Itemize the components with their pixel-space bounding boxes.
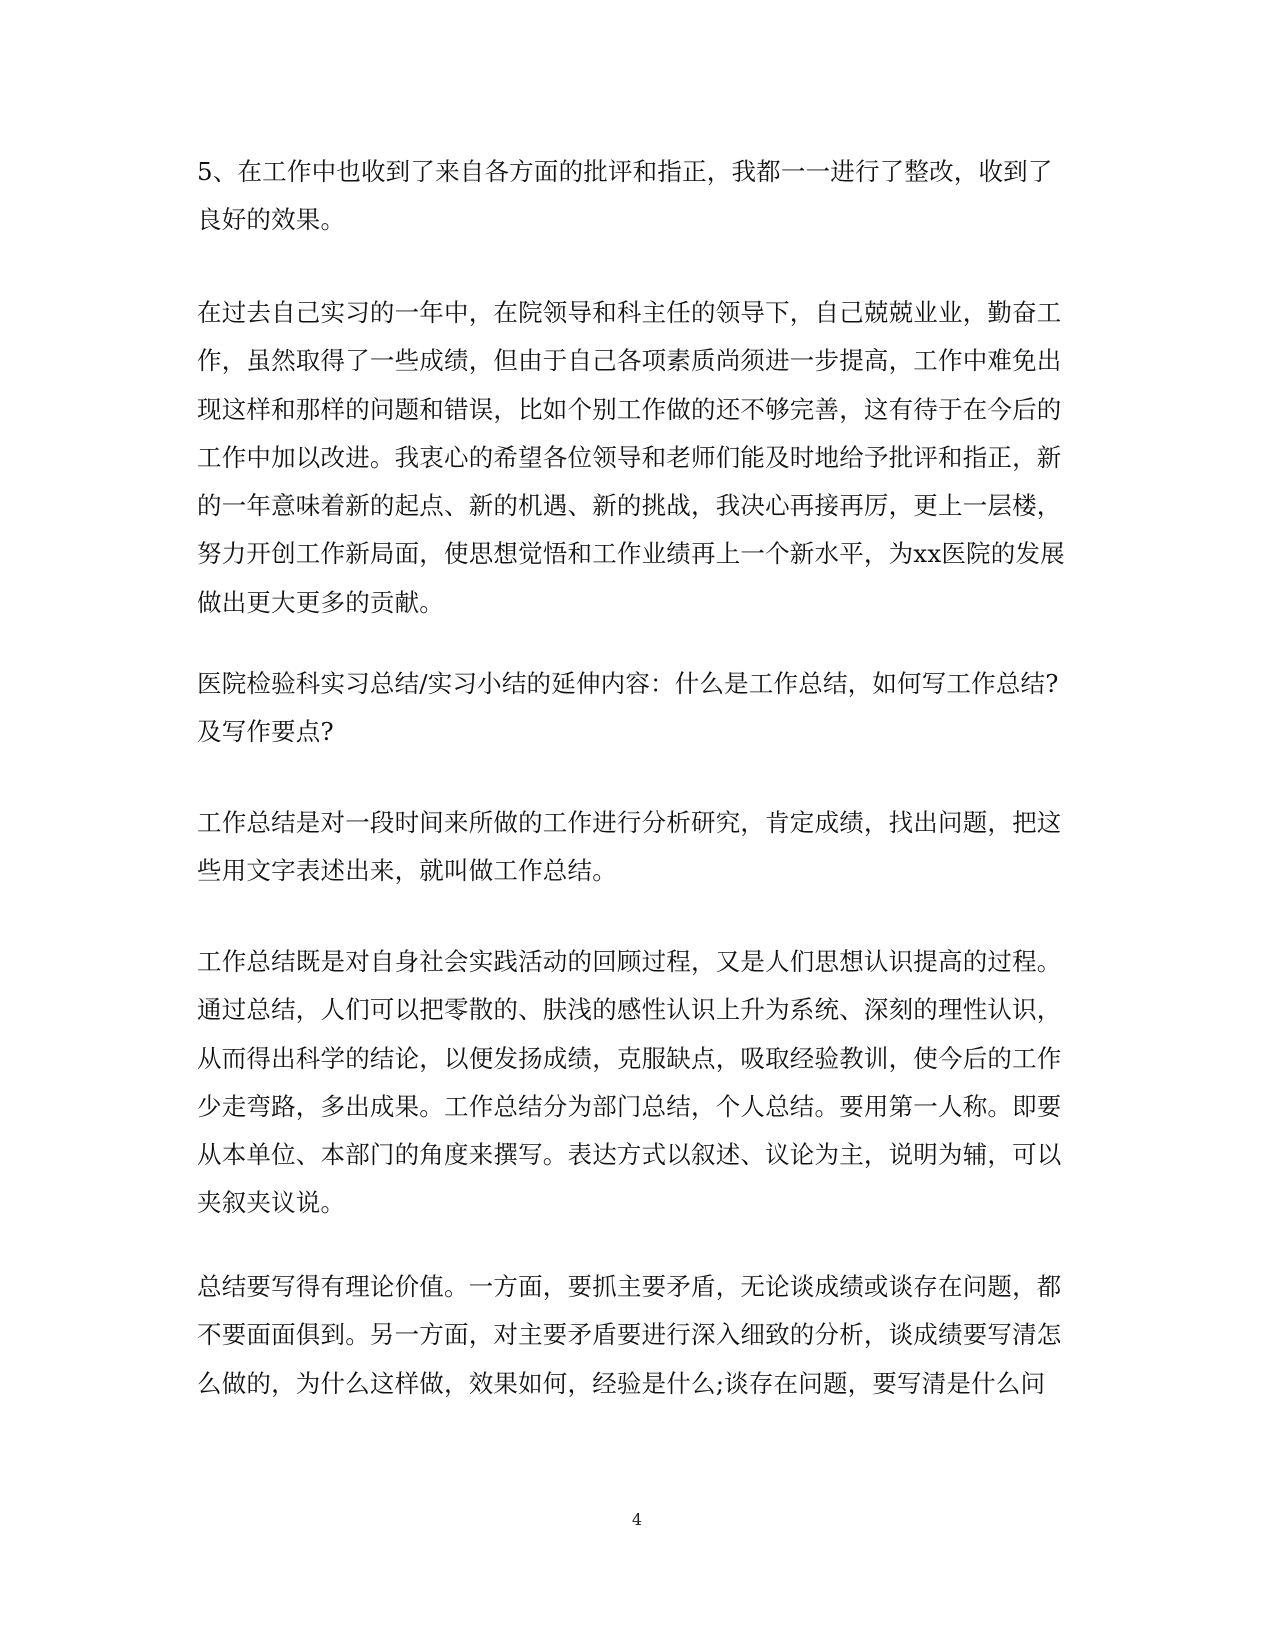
paragraph-summary-process — [197, 938, 1077, 1228]
text-line: 作，虽然取得了一些成绩，但由于自己各项素质尚须进一步提高，工作中难免出 — [197, 346, 1062, 376]
text-line: 工作总结既是对自身社会实践活动的回顾过程，又是人们思想认识提高的过程。 — [197, 947, 1062, 976]
text-line: 少走弯路，多出成果。工作总结分为部门总结，个人总结。要用第一人称。即要 — [197, 1091, 1062, 1121]
text-line: 现这样和那样的问题和错误，比如个别工作做的还不够完善，这有待于在今后的 — [197, 394, 1062, 424]
text-line: 从本单位、本部门的角度来撰写。表达方式以叙述、议论为主，说明为辅，可以 — [197, 1140, 1062, 1170]
text-line: 工作总结是对一段时间来所做的工作进行分析研究，肯定成绩，找出问题，把这 — [197, 808, 1062, 837]
text-line: 良好的效果。 — [197, 205, 346, 235]
page-number: 4 — [631, 1510, 643, 1529]
text-line: 总结要写得有理论价值。一方面，要抓主要矛盾，无论谈成绩或谈存在问题，都 — [197, 1272, 1062, 1301]
text-line: 从而得出科学的结论，以便发扬成绩，克服缺点，吸取经验教训，使今后的工作 — [197, 1043, 1062, 1073]
text-line: 夹叙夹议说。 — [197, 1188, 346, 1218]
text-line: 通过总结，人们可以把零散的、肤浅的感性认识上升为系统、深刻的理性认识， — [197, 995, 1062, 1025]
text-line: 医院检验科实习总结/实习小结的延伸内容：什么是工作总结，如何写工作总结? — [197, 669, 1059, 698]
text-line: 5、在工作中也收到了来自各方面的批评和指正，我都一一进行了整改，收到了 — [197, 157, 1053, 186]
text-line: 些用文字表述出来，就叫做工作总结。 — [197, 856, 617, 886]
paragraph-theoretical-value — [197, 1263, 1077, 1408]
paragraph-extension-heading — [197, 660, 1077, 757]
paragraph-rectification — [197, 148, 1077, 245]
text-line: 工作中加以改进。我衷心的希望各位领导和老师们能及时地给予批评和指正，新 — [197, 442, 1062, 472]
paragraph-definition — [197, 799, 1077, 896]
text-line: 做出更大更多的贡献。 — [197, 587, 444, 617]
text-line: 在过去自己实习的一年中，在院领导和科主任的领导下，自己兢兢业业，勤奋工 — [197, 298, 1062, 327]
text-line: 的一年意味着新的起点、新的机遇、新的挑战，我决心再接再厉，更上一层楼， — [197, 491, 1062, 521]
text-line: 么做的，为什么这样做，效果如何，经验是什么;谈存在问题，要写清是什么问 — [197, 1368, 1046, 1398]
text-line: 不要面面俱到。另一方面，对主要矛盾要进行深入细致的分析，谈成绩要写清怎 — [197, 1320, 1062, 1350]
text-line: 努力开创工作新局面，使思想觉悟和工作业绩再上一个新水平，为xx医院的发展 — [197, 539, 1065, 569]
text-line: 及写作要点? — [197, 717, 334, 747]
paragraph-internship-review — [197, 289, 1077, 627]
